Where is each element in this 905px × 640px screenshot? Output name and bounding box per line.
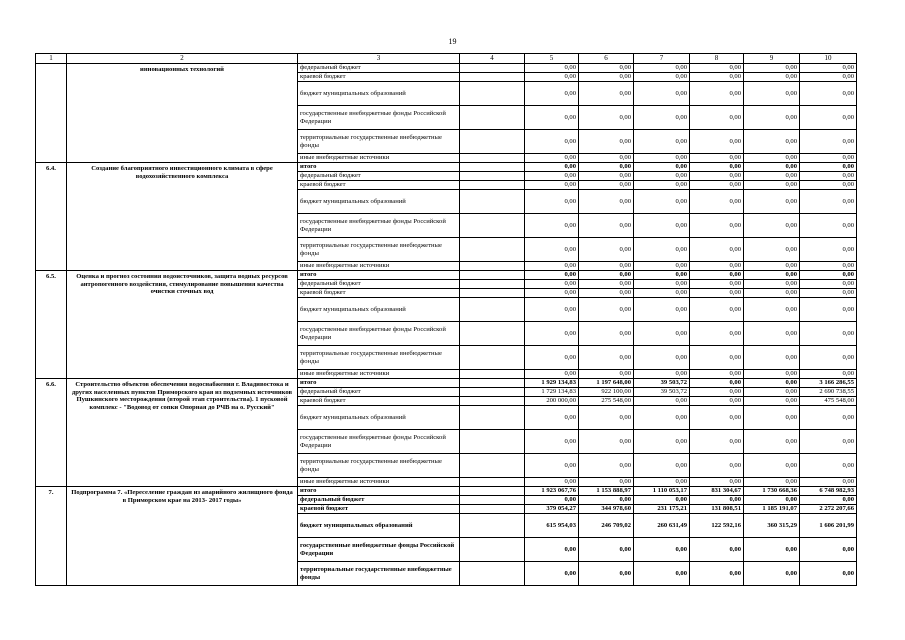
empty-cell <box>460 514 525 538</box>
value-cell: 0,00 <box>744 163 800 172</box>
value-cell: 0,00 <box>634 163 690 172</box>
value-cell: 0,00 <box>690 73 744 82</box>
value-cell: 0,00 <box>525 322 579 346</box>
value-cell: 0,00 <box>690 172 744 181</box>
value-cell: 0,00 <box>744 289 800 298</box>
value-cell: 0,00 <box>744 172 800 181</box>
value-cell: 0,00 <box>579 298 634 322</box>
value-cell: 0,00 <box>744 406 800 430</box>
empty-cell <box>460 289 525 298</box>
value-cell: 0,00 <box>525 262 579 271</box>
value-cell: 260 631,49 <box>634 514 690 538</box>
value-cell: 0,00 <box>579 163 634 172</box>
value-cell: 0,00 <box>634 322 690 346</box>
value-cell: 0,00 <box>579 538 634 562</box>
funding-source: иные внебюджетные источники <box>298 154 460 163</box>
item-name: инновационных технологий <box>67 64 298 163</box>
value-cell: 0,00 <box>800 190 857 214</box>
value-cell: 0,00 <box>525 538 579 562</box>
value-cell: 0,00 <box>800 496 857 505</box>
value-cell: 0,00 <box>690 379 744 388</box>
item-name: Оценка и прогноз состояния водоисточников, защита водных ресурсов антропогенного воздействия, стимулирование повышения качества очистки сточных вод <box>67 271 298 379</box>
column-header: 9 <box>744 54 800 64</box>
value-cell: 0,00 <box>579 562 634 586</box>
value-cell: 0,00 <box>800 478 857 487</box>
value-cell: 0,00 <box>579 370 634 379</box>
value-cell: 0,00 <box>690 280 744 289</box>
value-cell: 0,00 <box>634 562 690 586</box>
value-cell: 0,00 <box>800 298 857 322</box>
value-cell: 0,00 <box>800 64 857 73</box>
empty-cell <box>460 154 525 163</box>
funding-source: федеральный бюджет <box>298 64 460 73</box>
value-cell: 0,00 <box>744 181 800 190</box>
value-cell: 1 153 888,97 <box>579 487 634 496</box>
value-cell: 0,00 <box>579 280 634 289</box>
item-number: 6.4. <box>36 163 67 271</box>
value-cell: 0,00 <box>634 172 690 181</box>
value-cell: 0,00 <box>800 163 857 172</box>
empty-cell <box>460 388 525 397</box>
item-name: Создание благоприятного инвестиционного климата в сфере водохозяйственного комплекса <box>67 163 298 271</box>
funding-source: территориальные государственные внебюджетные фонды <box>298 238 460 262</box>
value-cell: 0,00 <box>634 64 690 73</box>
value-cell: 0,00 <box>744 322 800 346</box>
empty-cell <box>460 322 525 346</box>
page-number: 19 <box>448 37 457 46</box>
value-cell: 0,00 <box>525 478 579 487</box>
value-cell: 0,00 <box>525 370 579 379</box>
value-cell: 0,00 <box>690 388 744 397</box>
empty-cell <box>460 379 525 388</box>
value-cell: 0,00 <box>634 538 690 562</box>
value-cell: 0,00 <box>634 214 690 238</box>
value-cell: 0,00 <box>690 322 744 346</box>
value-cell: 0,00 <box>800 172 857 181</box>
value-cell: 0,00 <box>744 82 800 106</box>
value-cell: 0,00 <box>634 73 690 82</box>
column-header: 5 <box>525 54 579 64</box>
column-header: 2 <box>67 54 298 64</box>
funding-source: бюджет муниципальных образований <box>298 190 460 214</box>
value-cell: 1 606 201,99 <box>800 514 857 538</box>
value-cell: 231 175,21 <box>634 505 690 514</box>
empty-cell <box>460 64 525 73</box>
value-cell: 1 929 134,83 <box>525 379 579 388</box>
value-cell: 0,00 <box>800 562 857 586</box>
value-cell: 6 748 982,93 <box>800 487 857 496</box>
value-cell: 0,00 <box>690 154 744 163</box>
value-cell: 0,00 <box>634 190 690 214</box>
funding-source: территориальные государственные внебюджетные фонды <box>298 562 460 586</box>
value-cell: 1 923 067,76 <box>525 487 579 496</box>
funding-source: территориальные государственные внебюджетные фонды <box>298 454 460 478</box>
value-cell: 0,00 <box>690 262 744 271</box>
value-cell: 0,00 <box>744 496 800 505</box>
value-cell: 0,00 <box>525 106 579 130</box>
empty-cell <box>460 562 525 586</box>
table-row <box>36 379 857 388</box>
value-cell: 0,00 <box>579 454 634 478</box>
value-cell: 0,00 <box>690 346 744 370</box>
value-cell: 0,00 <box>690 163 744 172</box>
value-cell: 0,00 <box>800 106 857 130</box>
empty-cell <box>460 430 525 454</box>
value-cell: 0,00 <box>690 562 744 586</box>
value-cell: 0,00 <box>525 280 579 289</box>
value-cell: 0,00 <box>800 214 857 238</box>
value-cell: 0,00 <box>744 271 800 280</box>
value-cell: 0,00 <box>525 73 579 82</box>
value-cell: 0,00 <box>525 181 579 190</box>
value-cell: 0,00 <box>579 106 634 130</box>
value-cell: 3 166 286,55 <box>800 379 857 388</box>
value-cell: 0,00 <box>579 73 634 82</box>
value-cell: 0,00 <box>690 106 744 130</box>
empty-cell <box>460 505 525 514</box>
value-cell: 0,00 <box>579 346 634 370</box>
value-cell: 0,00 <box>525 130 579 154</box>
column-header: 1 <box>36 54 67 64</box>
value-cell: 0,00 <box>525 346 579 370</box>
value-cell: 0,00 <box>800 82 857 106</box>
value-cell: 0,00 <box>800 154 857 163</box>
funding-source: государственные внебюджетные фонды Российской Федерации <box>298 214 460 238</box>
funding-source: краевой бюджет <box>298 181 460 190</box>
funding-source: итого <box>298 379 460 388</box>
value-cell: 0,00 <box>579 430 634 454</box>
item-number: 6.5. <box>36 271 67 379</box>
empty-cell <box>460 271 525 280</box>
value-cell: 0,00 <box>579 496 634 505</box>
empty-cell <box>460 238 525 262</box>
value-cell: 0,00 <box>634 298 690 322</box>
value-cell: 0,00 <box>525 496 579 505</box>
empty-cell <box>460 106 525 130</box>
value-cell: 0,00 <box>800 73 857 82</box>
column-header: 3 <box>298 54 460 64</box>
value-cell: 0,00 <box>800 262 857 271</box>
value-cell: 0,00 <box>800 346 857 370</box>
funding-source: федеральный бюджет <box>298 388 460 397</box>
value-cell: 0,00 <box>579 406 634 430</box>
value-cell: 0,00 <box>690 271 744 280</box>
value-cell: 0,00 <box>744 280 800 289</box>
funding-source: бюджет муниципальных образований <box>298 406 460 430</box>
value-cell: 0,00 <box>579 64 634 73</box>
value-cell: 0,00 <box>690 397 744 406</box>
funding-source: краевой бюджет <box>298 505 460 514</box>
value-cell: 922 100,00 <box>579 388 634 397</box>
value-cell: 0,00 <box>800 406 857 430</box>
funding-source: итого <box>298 163 460 172</box>
value-cell: 200 000,00 <box>525 397 579 406</box>
funding-source: федеральный бюджет <box>298 172 460 181</box>
table-body <box>36 64 857 586</box>
funding-source: итого <box>298 271 460 280</box>
empty-cell <box>460 406 525 430</box>
value-cell: 1 730 668,36 <box>744 487 800 496</box>
value-cell: 0,00 <box>634 262 690 271</box>
value-cell: 0,00 <box>579 130 634 154</box>
empty-cell <box>460 73 525 82</box>
value-cell: 0,00 <box>579 172 634 181</box>
value-cell: 0,00 <box>634 154 690 163</box>
value-cell: 0,00 <box>800 322 857 346</box>
value-cell: 0,00 <box>634 454 690 478</box>
header-row <box>36 54 857 64</box>
value-cell: 0,00 <box>690 370 744 379</box>
value-cell: 0,00 <box>634 430 690 454</box>
funding-source: иные внебюджетные источники <box>298 478 460 487</box>
value-cell: 0,00 <box>579 478 634 487</box>
funding-source: бюджет муниципальных образований <box>298 82 460 106</box>
value-cell: 1 197 648,00 <box>579 379 634 388</box>
funding-source: территориальные государственные внебюджетные фонды <box>298 130 460 154</box>
value-cell: 344 978,60 <box>579 505 634 514</box>
value-cell: 0,00 <box>579 262 634 271</box>
value-cell: 0,00 <box>690 238 744 262</box>
value-cell: 0,00 <box>525 238 579 262</box>
value-cell: 0,00 <box>634 406 690 430</box>
item-name: Подпрограмма 7. «Переселение граждан из аварийного жилищного фонда в Приморском крае на 2013- 2017 годы» <box>67 487 298 586</box>
funding-source: иные внебюджетные источники <box>298 262 460 271</box>
value-cell: 2 690 738,55 <box>800 388 857 397</box>
value-cell: 0,00 <box>634 289 690 298</box>
value-cell: 0,00 <box>800 238 857 262</box>
column-header: 7 <box>634 54 690 64</box>
value-cell: 0,00 <box>744 397 800 406</box>
value-cell: 0,00 <box>800 271 857 280</box>
funding-source: краевой бюджет <box>298 397 460 406</box>
value-cell: 0,00 <box>744 538 800 562</box>
value-cell: 0,00 <box>800 454 857 478</box>
budget-table <box>35 53 857 586</box>
value-cell: 0,00 <box>800 280 857 289</box>
value-cell: 0,00 <box>744 238 800 262</box>
funding-source: территориальные государственные внебюджетные фонды <box>298 346 460 370</box>
value-cell: 122 592,16 <box>690 514 744 538</box>
value-cell: 0,00 <box>525 562 579 586</box>
value-cell: 0,00 <box>744 379 800 388</box>
value-cell: 360 315,29 <box>744 514 800 538</box>
value-cell: 0,00 <box>579 238 634 262</box>
column-header: 4 <box>460 54 525 64</box>
value-cell: 0,00 <box>525 64 579 73</box>
value-cell: 0,00 <box>525 154 579 163</box>
value-cell: 246 709,02 <box>579 514 634 538</box>
value-cell: 0,00 <box>690 214 744 238</box>
value-cell: 0,00 <box>525 298 579 322</box>
empty-cell <box>460 130 525 154</box>
value-cell: 0,00 <box>634 82 690 106</box>
value-cell: 0,00 <box>634 496 690 505</box>
value-cell: 0,00 <box>525 163 579 172</box>
item-number <box>36 64 67 163</box>
table-row <box>36 64 857 73</box>
value-cell: 0,00 <box>634 271 690 280</box>
value-cell: 0,00 <box>744 388 800 397</box>
value-cell: 0,00 <box>800 538 857 562</box>
empty-cell <box>460 496 525 505</box>
value-cell: 0,00 <box>634 280 690 289</box>
value-cell: 0,00 <box>800 130 857 154</box>
empty-cell <box>460 163 525 172</box>
value-cell: 0,00 <box>634 478 690 487</box>
value-cell: 0,00 <box>690 298 744 322</box>
value-cell: 0,00 <box>525 430 579 454</box>
value-cell: 0,00 <box>579 82 634 106</box>
empty-cell <box>460 262 525 271</box>
value-cell: 0,00 <box>744 430 800 454</box>
value-cell: 2 272 207,66 <box>800 505 857 514</box>
value-cell: 0,00 <box>690 181 744 190</box>
value-cell: 0,00 <box>525 82 579 106</box>
value-cell: 475 548,00 <box>800 397 857 406</box>
empty-cell <box>460 346 525 370</box>
empty-cell <box>460 478 525 487</box>
value-cell: 0,00 <box>744 478 800 487</box>
funding-source: федеральный бюджет <box>298 496 460 505</box>
value-cell: 0,00 <box>579 289 634 298</box>
value-cell: 275 548,00 <box>579 397 634 406</box>
value-cell: 0,00 <box>690 289 744 298</box>
value-cell: 615 954,03 <box>525 514 579 538</box>
value-cell: 0,00 <box>690 430 744 454</box>
value-cell: 131 808,51 <box>690 505 744 514</box>
value-cell: 0,00 <box>744 73 800 82</box>
value-cell: 0,00 <box>690 82 744 106</box>
empty-cell <box>460 82 525 106</box>
value-cell: 0,00 <box>634 397 690 406</box>
column-header: 8 <box>690 54 744 64</box>
value-cell: 0,00 <box>634 370 690 379</box>
value-cell: 831 304,67 <box>690 487 744 496</box>
value-cell: 0,00 <box>525 190 579 214</box>
value-cell: 0,00 <box>690 64 744 73</box>
item-number: 7. <box>36 487 67 586</box>
value-cell: 0,00 <box>800 181 857 190</box>
value-cell: 0,00 <box>690 406 744 430</box>
funding-source: краевой бюджет <box>298 289 460 298</box>
empty-cell <box>460 190 525 214</box>
value-cell: 0,00 <box>690 538 744 562</box>
value-cell: 1 110 053,17 <box>634 487 690 496</box>
value-cell: 0,00 <box>525 271 579 280</box>
value-cell: 0,00 <box>690 190 744 214</box>
value-cell: 0,00 <box>579 190 634 214</box>
empty-cell <box>460 172 525 181</box>
value-cell: 0,00 <box>744 106 800 130</box>
empty-cell <box>460 298 525 322</box>
value-cell: 0,00 <box>634 238 690 262</box>
value-cell: 0,00 <box>525 454 579 478</box>
empty-cell <box>460 454 525 478</box>
value-cell: 0,00 <box>525 214 579 238</box>
value-cell: 0,00 <box>634 130 690 154</box>
funding-source: государственные внебюджетные фонды Российской Федерации <box>298 538 460 562</box>
value-cell: 379 054,27 <box>525 505 579 514</box>
value-cell: 0,00 <box>690 130 744 154</box>
value-cell: 39 503,72 <box>634 379 690 388</box>
funding-source: федеральный бюджет <box>298 280 460 289</box>
column-header: 10 <box>800 54 857 64</box>
table-row <box>36 163 857 172</box>
value-cell: 0,00 <box>744 562 800 586</box>
value-cell: 39 503,72 <box>634 388 690 397</box>
item-name: Строительство объектов обеспечения водоснабжения г. Владивостока и других населенных пунктов Приморского края из подземных источников Пушкинского месторождения (второй этап строительства). 1 пусковой комплекс - "Водовод от сопки Опорная до РЧВ на о. Русский" <box>67 379 298 487</box>
value-cell: 0,00 <box>744 154 800 163</box>
value-cell: 0,00 <box>634 346 690 370</box>
funding-source: краевой бюджет <box>298 73 460 82</box>
value-cell: 1 185 191,07 <box>744 505 800 514</box>
funding-source: бюджет муниципальных образований <box>298 298 460 322</box>
empty-cell <box>460 280 525 289</box>
value-cell: 0,00 <box>579 154 634 163</box>
value-cell: 0,00 <box>525 406 579 430</box>
funding-source: государственные внебюджетные фонды Российской Федерации <box>298 106 460 130</box>
funding-source: государственные внебюджетные фонды Российской Федерации <box>298 430 460 454</box>
value-cell: 0,00 <box>579 181 634 190</box>
empty-cell <box>460 214 525 238</box>
table-row <box>36 487 857 496</box>
value-cell: 0,00 <box>690 496 744 505</box>
value-cell: 0,00 <box>744 370 800 379</box>
value-cell: 0,00 <box>800 370 857 379</box>
empty-cell <box>460 397 525 406</box>
value-cell: 0,00 <box>744 454 800 478</box>
value-cell: 0,00 <box>800 430 857 454</box>
value-cell: 0,00 <box>744 346 800 370</box>
funding-source: бюджет муниципальных образований <box>298 514 460 538</box>
value-cell: 0,00 <box>525 172 579 181</box>
value-cell: 0,00 <box>744 190 800 214</box>
value-cell: 1 729 134,83 <box>525 388 579 397</box>
value-cell: 0,00 <box>634 106 690 130</box>
value-cell: 0,00 <box>690 478 744 487</box>
value-cell: 0,00 <box>690 454 744 478</box>
empty-cell <box>460 538 525 562</box>
empty-cell <box>460 487 525 496</box>
column-header: 6 <box>579 54 634 64</box>
funding-source: итого <box>298 487 460 496</box>
value-cell: 0,00 <box>744 298 800 322</box>
value-cell: 0,00 <box>579 271 634 280</box>
funding-source: иные внебюджетные источники <box>298 370 460 379</box>
value-cell: 0,00 <box>579 322 634 346</box>
value-cell: 0,00 <box>744 130 800 154</box>
value-cell: 0,00 <box>744 214 800 238</box>
item-number: 6.6. <box>36 379 67 487</box>
value-cell: 0,00 <box>744 64 800 73</box>
value-cell: 0,00 <box>579 214 634 238</box>
value-cell: 0,00 <box>525 289 579 298</box>
empty-cell <box>460 181 525 190</box>
empty-cell <box>460 370 525 379</box>
funding-source: государственные внебюджетные фонды Российской Федерации <box>298 322 460 346</box>
value-cell: 0,00 <box>634 181 690 190</box>
table-row <box>36 271 857 280</box>
value-cell: 0,00 <box>800 289 857 298</box>
value-cell: 0,00 <box>744 262 800 271</box>
